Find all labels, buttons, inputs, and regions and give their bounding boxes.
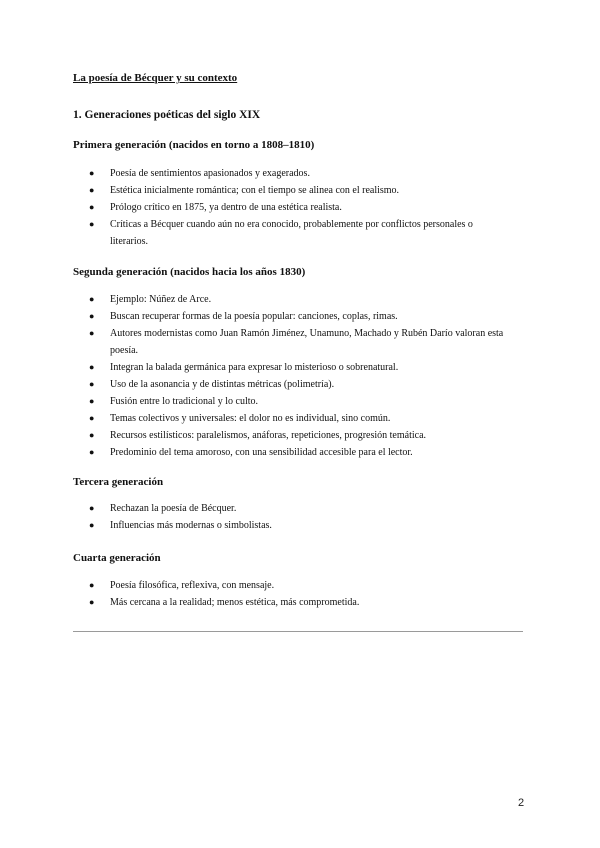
gen3-list bbox=[73, 500, 513, 534]
list-item bbox=[73, 199, 513, 216]
list-item-text: Uso de la asonancia y de distintas métricas (polimetría). bbox=[110, 379, 335, 390]
list-item-text: Poesía de sentimientos apasionados y exagerados. bbox=[110, 168, 310, 179]
bullet-icon: ● bbox=[89, 447, 95, 457]
gen1-heading: Primera generación (nacidos en torno a 1808–1810) bbox=[73, 139, 315, 151]
list-item-text: Rechazan la poesía de Bécquer. bbox=[110, 503, 237, 514]
bullet-icon: ● bbox=[89, 219, 95, 229]
list-item-text: Influencias más modernas o simbolistas. bbox=[110, 520, 272, 531]
bullet-icon: ● bbox=[89, 362, 95, 372]
list-item bbox=[73, 376, 513, 393]
list-item bbox=[73, 182, 513, 199]
list-item-text: Más cercana a la realidad; menos estética, más comprometida. bbox=[110, 597, 360, 608]
list-item-text: Recursos estilísticos: paralelismos, anáforas, repeticiones, progresión temática. bbox=[110, 430, 427, 441]
bullet-icon: ● bbox=[89, 580, 95, 590]
bullet-icon: ● bbox=[89, 413, 95, 423]
gen4-list bbox=[73, 577, 513, 611]
list-item bbox=[73, 308, 513, 325]
bullet-icon: ● bbox=[89, 503, 95, 513]
list-item-text: Estética inicialmente romántica; con el tiempo se alinea con el realismo. bbox=[110, 185, 400, 196]
bullet-icon: ● bbox=[89, 396, 95, 406]
list-item bbox=[73, 165, 513, 182]
list-item-text: Críticas a Bécquer cuando aún no era conocido, probablemente por conflictos personales o literarios. bbox=[110, 219, 473, 247]
list-item-text: Buscan recuperar formas de la poesía popular: canciones, coplas, rimas. bbox=[110, 311, 398, 322]
list-item bbox=[73, 594, 513, 611]
gen1-list bbox=[73, 165, 513, 250]
bullet-icon: ● bbox=[89, 379, 95, 389]
horizontal-rule bbox=[73, 631, 523, 632]
list-item-text: Temas colectivos y universales: el dolor no es individual, sino común. bbox=[110, 413, 391, 424]
list-item bbox=[73, 216, 513, 250]
list-item-text: Autores modernistas como Juan Ramón Jiménez, Unamuno, Machado y Rubén Darío valoran esta poesía. bbox=[110, 328, 504, 356]
list-item-text: Fusión entre lo tradicional y lo culto. bbox=[110, 396, 259, 407]
bullet-icon: ● bbox=[89, 168, 95, 178]
list-item bbox=[73, 393, 513, 410]
list-item bbox=[73, 325, 513, 359]
gen3-heading: Tercera generación bbox=[73, 476, 164, 488]
section-heading: 1. Generaciones poéticas del siglo XIX bbox=[73, 109, 261, 121]
list-item bbox=[73, 291, 513, 308]
list-item bbox=[73, 517, 513, 534]
list-item bbox=[73, 444, 513, 461]
bullet-icon: ● bbox=[89, 328, 95, 338]
document-title: La poesía de Bécquer y su contexto bbox=[73, 72, 238, 84]
gen2-list bbox=[73, 291, 513, 461]
bullet-icon: ● bbox=[89, 202, 95, 212]
list-item-text: Predominio del tema amoroso, con una sensibilidad accesible para el lector. bbox=[110, 447, 413, 458]
list-item-text: Poesía filosófica, reflexiva, con mensaje. bbox=[110, 580, 275, 591]
gen4-heading: Cuarta generación bbox=[73, 552, 161, 564]
gen2-heading: Segunda generación (nacidos hacia los años 1830) bbox=[73, 266, 306, 278]
bullet-icon: ● bbox=[89, 430, 95, 440]
bullet-icon: ● bbox=[89, 597, 95, 607]
bullet-icon: ● bbox=[89, 311, 95, 321]
list-item bbox=[73, 577, 513, 594]
list-item bbox=[73, 427, 513, 444]
bullet-icon: ● bbox=[89, 520, 95, 530]
list-item-text: Ejemplo: Núñez de Arce. bbox=[110, 294, 212, 305]
page-number: 2 bbox=[518, 797, 525, 809]
list-item-text: Integran la balada germánica para expresar lo misterioso o sobrenatural. bbox=[110, 362, 399, 373]
list-item bbox=[73, 359, 513, 376]
list-item bbox=[73, 410, 513, 427]
list-item bbox=[73, 500, 513, 517]
bullet-icon: ● bbox=[89, 185, 95, 195]
bullet-icon: ● bbox=[89, 294, 95, 304]
list-item-text: Prólogo crítico en 1875, ya dentro de una estética realista. bbox=[110, 202, 342, 213]
